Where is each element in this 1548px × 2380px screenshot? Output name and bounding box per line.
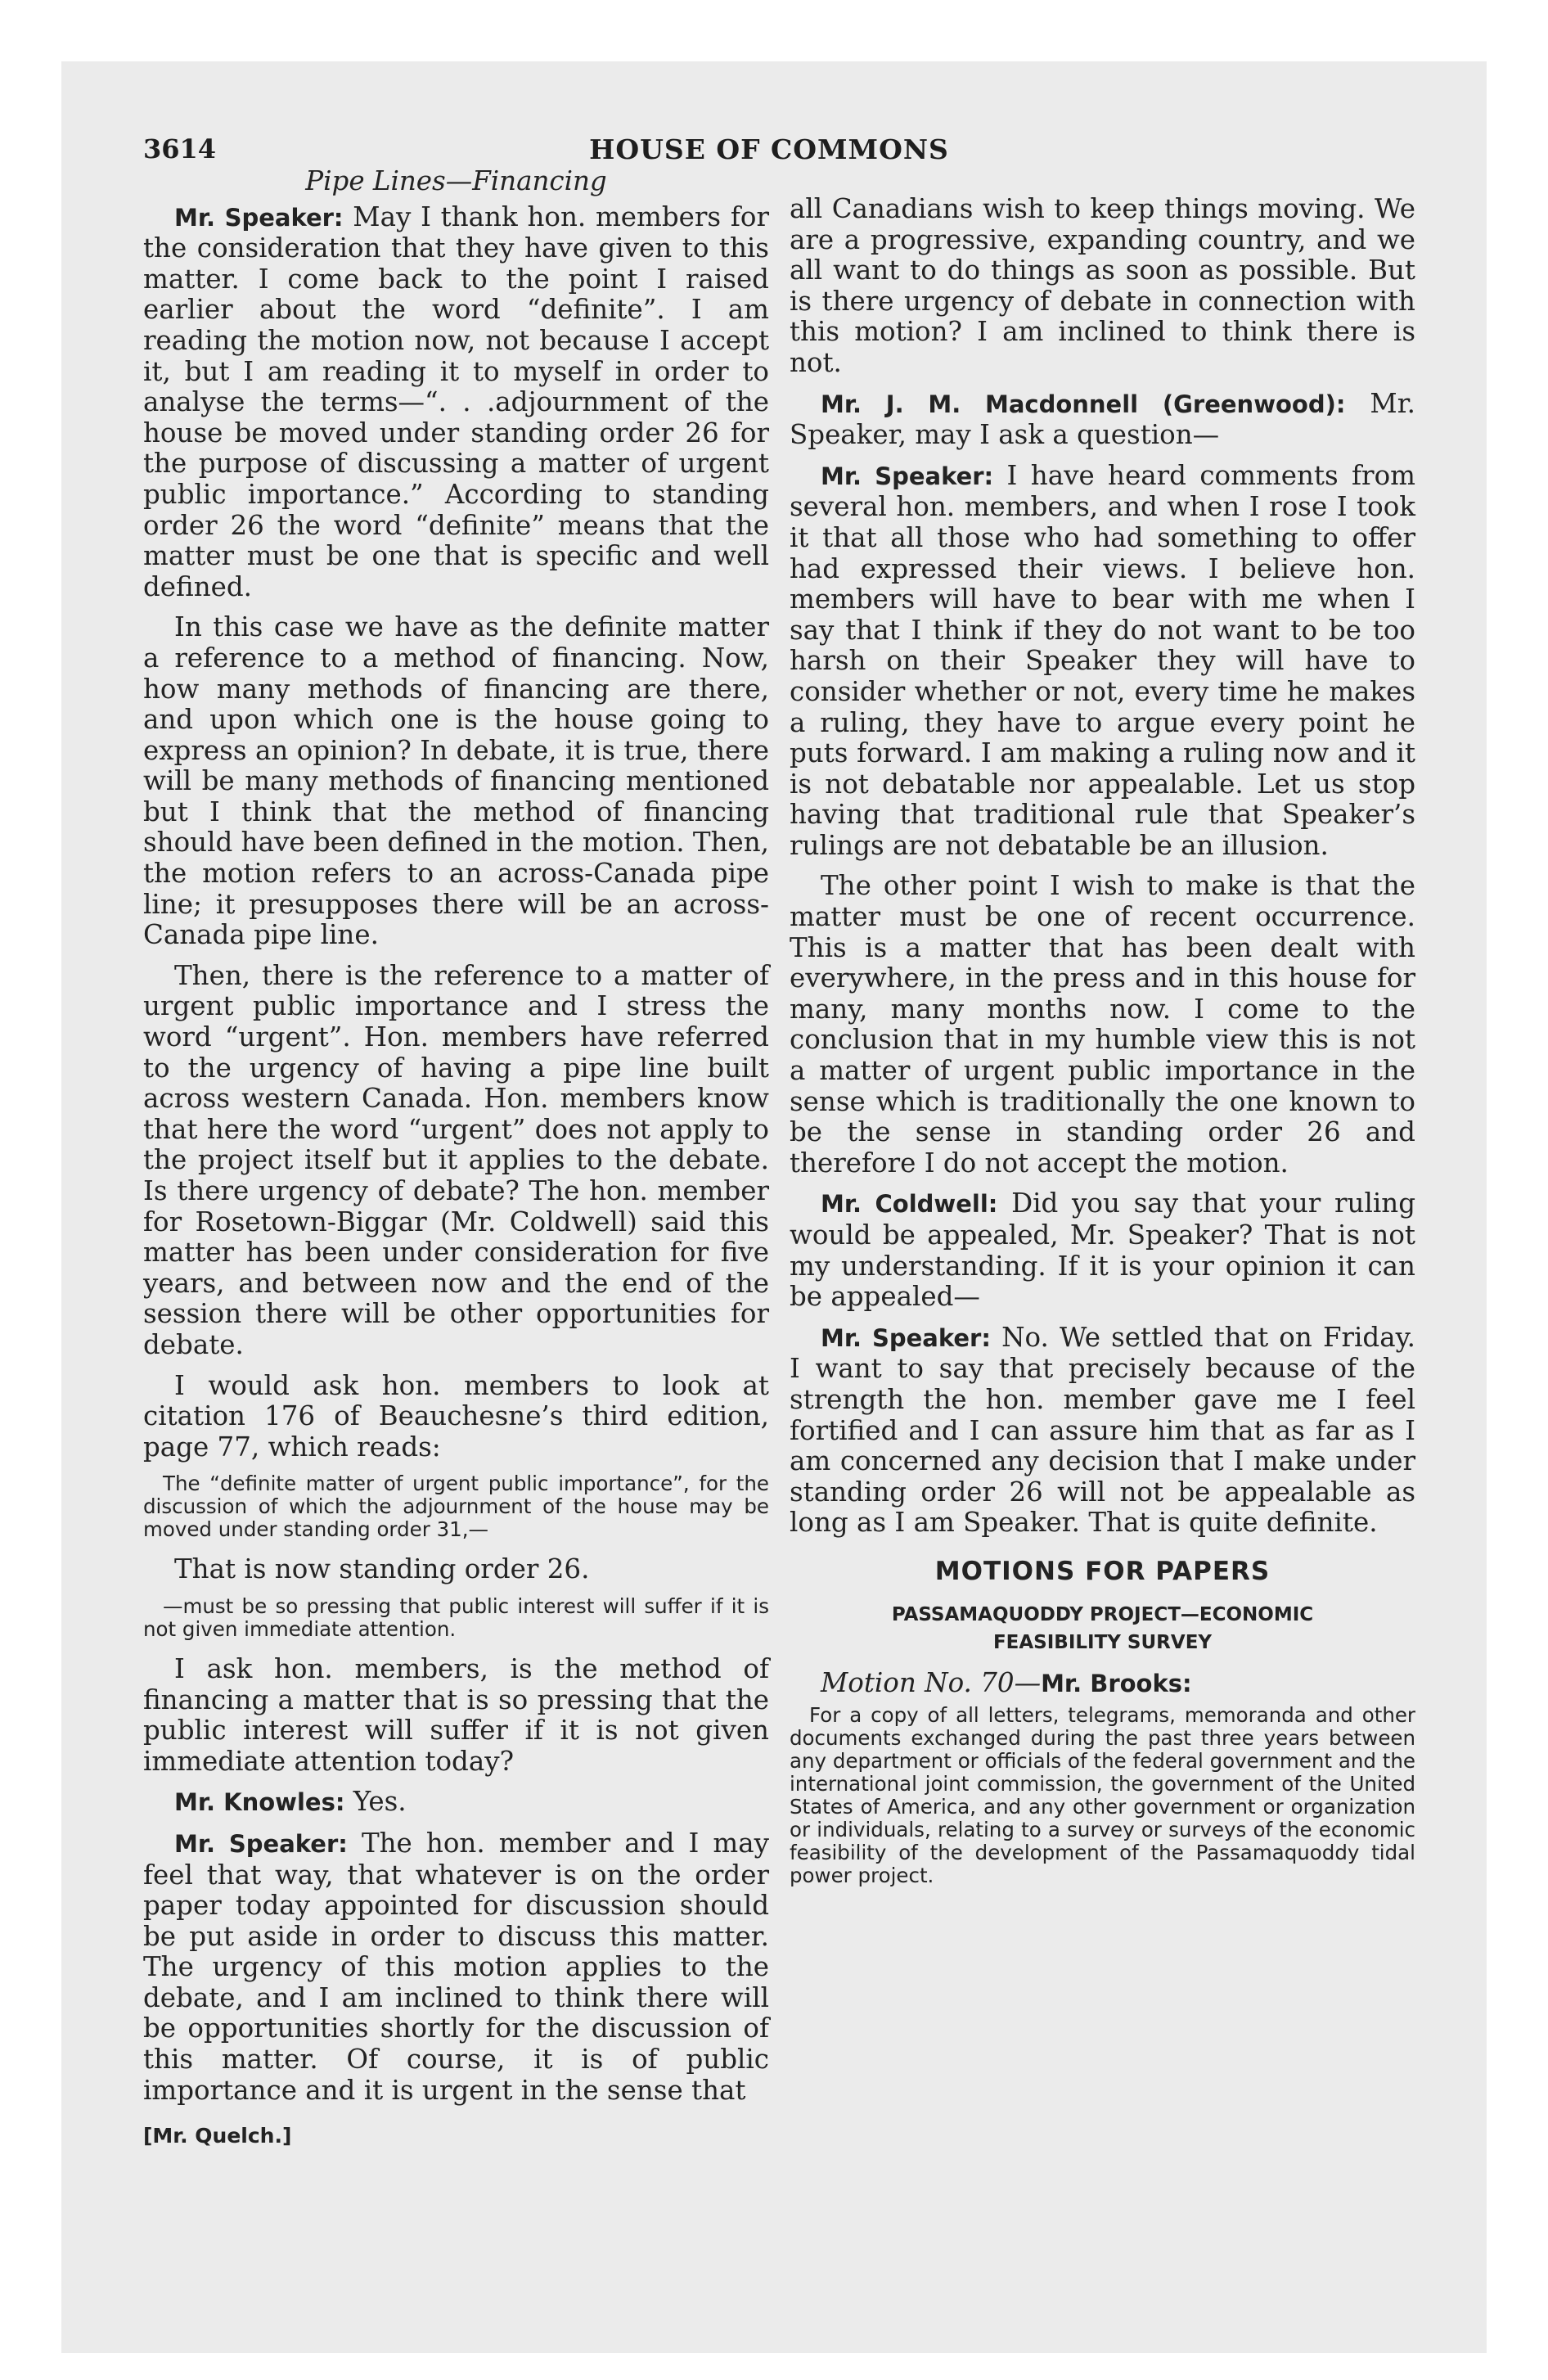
running-title: HOUSE OF COMMONS — [589, 133, 949, 165]
paragraph: I would ask hon. members to look at citation 176 of Beauchesne’s third edition, page 77, which reads: — [143, 1369, 769, 1463]
speech-text: Mr. Speaker, may I ask a question— — [790, 387, 1416, 451]
speaker-name: Mr. Speaker: — [821, 462, 994, 490]
speaker-name: Mr. J. M. Macdonnell (Greenwood): — [821, 390, 1346, 418]
speech-text: The hon. member and I may feel that way, that whatever is on the order paper today appointed for discussion should be put aside in order to discuss this matter. The urgency of this motion applies to the debate, and I am inclined to think there will be opportunities shortly for the discussion of this matter. Of course, it is of public importance and it is urgent in the sense that — [143, 1827, 769, 2106]
paragraph — [143, 1787, 769, 1819]
speech-text: May I thank hon. members for the consideration that they have given to this matter. I come back to the point I raised earlier about the word “definite”. I am reading the motion now, not because I accept it, but I am reading it to myself in order to analyse the terms—“. . .adjournment of the house be moved under standing order 26 for the purpose of discussing a matter of urgent public importance.” According to standing order 26 the word “definite” means that the matter must be one that is specific and well defined. — [143, 201, 769, 602]
page-number: 3614 — [143, 133, 217, 165]
speaker-name: Mr. Knowles: — [174, 1788, 345, 1817]
paragraph — [143, 202, 769, 603]
speech-text: Did you say that your ruling would be appealed, Mr. Speaker? That is not my understanding. If it is your opinion it can be appealed— — [790, 1188, 1415, 1313]
page-footer: [Mr. Quelch.] — [143, 2124, 292, 2148]
speaker-name: Mr. Speaker: — [821, 1323, 991, 1352]
paragraph — [790, 1323, 1415, 1539]
speaker-name: Mr. Coldwell: — [821, 1190, 998, 1219]
section-title: MOTIONS FOR PAPERS — [934, 1556, 1271, 1586]
paragraph: all Canadians wish to keep things moving. We are a progressive, expanding country, and we all want to do things as soon as possible. But is there urgency of debate in connection with this motion? I am inclined to think there is not. — [790, 193, 1415, 378]
paragraph — [143, 1828, 769, 2106]
right-column — [790, 194, 1415, 1900]
section-subtitle-line: PASSAMAQUODDY PROJECT—ECONOMIC — [891, 1603, 1314, 1625]
section-subtitle-line: FEASIBILITY SURVEY — [992, 1631, 1213, 1653]
motion-label: Motion No. 70— — [821, 1666, 1042, 1698]
block-quote: The “definite matter of urgent public importance”, for the discussion of which the adjournment of the house may be moved under standing order 31,— — [143, 1472, 769, 1542]
paragraph — [790, 461, 1415, 862]
motion-mover: Mr. Brooks: — [1041, 1669, 1192, 1697]
paragraph: I ask hon. members, is the method of financing a matter that is so pressing that the public interest will suffer if it is not given immediate attention today? — [143, 1652, 769, 1777]
paragraph: The other point I wish to make is that the matter must be one of recent occurrence. This is a matter that has been dealt with everywhere, in the press and in this house for many, many months now. I come to the conclusion that in my humble view this is not a matter of urgent public importance in the sense which is traditionally the one known to be the sense in standing order 26 and therefore I do not accept the motion. — [790, 870, 1415, 1179]
document-page — [61, 61, 1487, 2353]
speaker-name: Mr. Speaker: — [174, 203, 344, 232]
paragraph — [790, 1188, 1415, 1312]
speech-text: I have heard comments from several hon. members, and when I rose I took it that all those who had something to offer had expressed their views. I believe hon. members will have to bear with me when I say that I think if they do not want to be too harsh on their Speaker they will have to consider whether or not, every time he makes a ruling, they have to argue every point he puts forward. I am making a ruling now and it is not debatable nor appealable. Let us stop having that traditional rule that Speaker’s rulings are not debatable be an illusion. — [790, 459, 1415, 861]
speech-text: No. We settled that on Friday. I want to say that precisely because of the strength the hon. member gave me I feel fortified and I can assure him that as far as I am concerned any decision that I make under standing order 26 will not be appealable as long as I am Speaker. That is quite definite. — [790, 1321, 1415, 1539]
motion-text: For a copy of all letters, telegrams, memoranda and other documents exchanged during the past three years between any department or officials of the federal government and the international joint commission, the government of the United States of America, and any other government or organization or individuals, relating to a survey or surveys of the economic feasibility of the development of the Passamaquoddy tidal power project. — [790, 1703, 1415, 1888]
section-subtitle — [790, 1601, 1415, 1657]
paragraph: That is now standing order 26. — [174, 1553, 590, 1585]
paragraph: Then, there is the reference to a matter of urgent public importance and I stress the word “urgent”. Hon. members have referred to the urgency of having a pipe line built across western Canada. Hon. members know that here the word “urgent” does not apply to the project itself but it applies to the debate. Is there urgency of debate? The hon. member for Rosetown-Biggar (Mr. Coldwell) said this matter has been under consideration for five years, and between now and the end of the session there will be other opportunities for debate. — [143, 959, 769, 1360]
section-subhead: Pipe Lines—Financing — [305, 165, 607, 196]
paragraph: In this case we have as the definite matter a reference to a method of financing. Now, how many methods of financing are there, and upon which one is the house going to express an opinion? In debate, it is true, there will be many methods of financing mentioned but I think that the method of financing should have been defined in the motion. Then, the motion refers to an across-Canada pipe line; it presupposes there will be an across-Canada pipe line. — [143, 611, 769, 951]
speaker-name: Mr. Speaker: — [174, 1829, 348, 1858]
speech-text: Yes. — [344, 1786, 407, 1818]
left-column — [143, 166, 769, 2152]
paragraph — [790, 389, 1415, 451]
motion-heading — [790, 1668, 1415, 1700]
block-quote: —must be so pressing that public interest will suffer if it is not given immediate attention. — [143, 1593, 769, 1641]
